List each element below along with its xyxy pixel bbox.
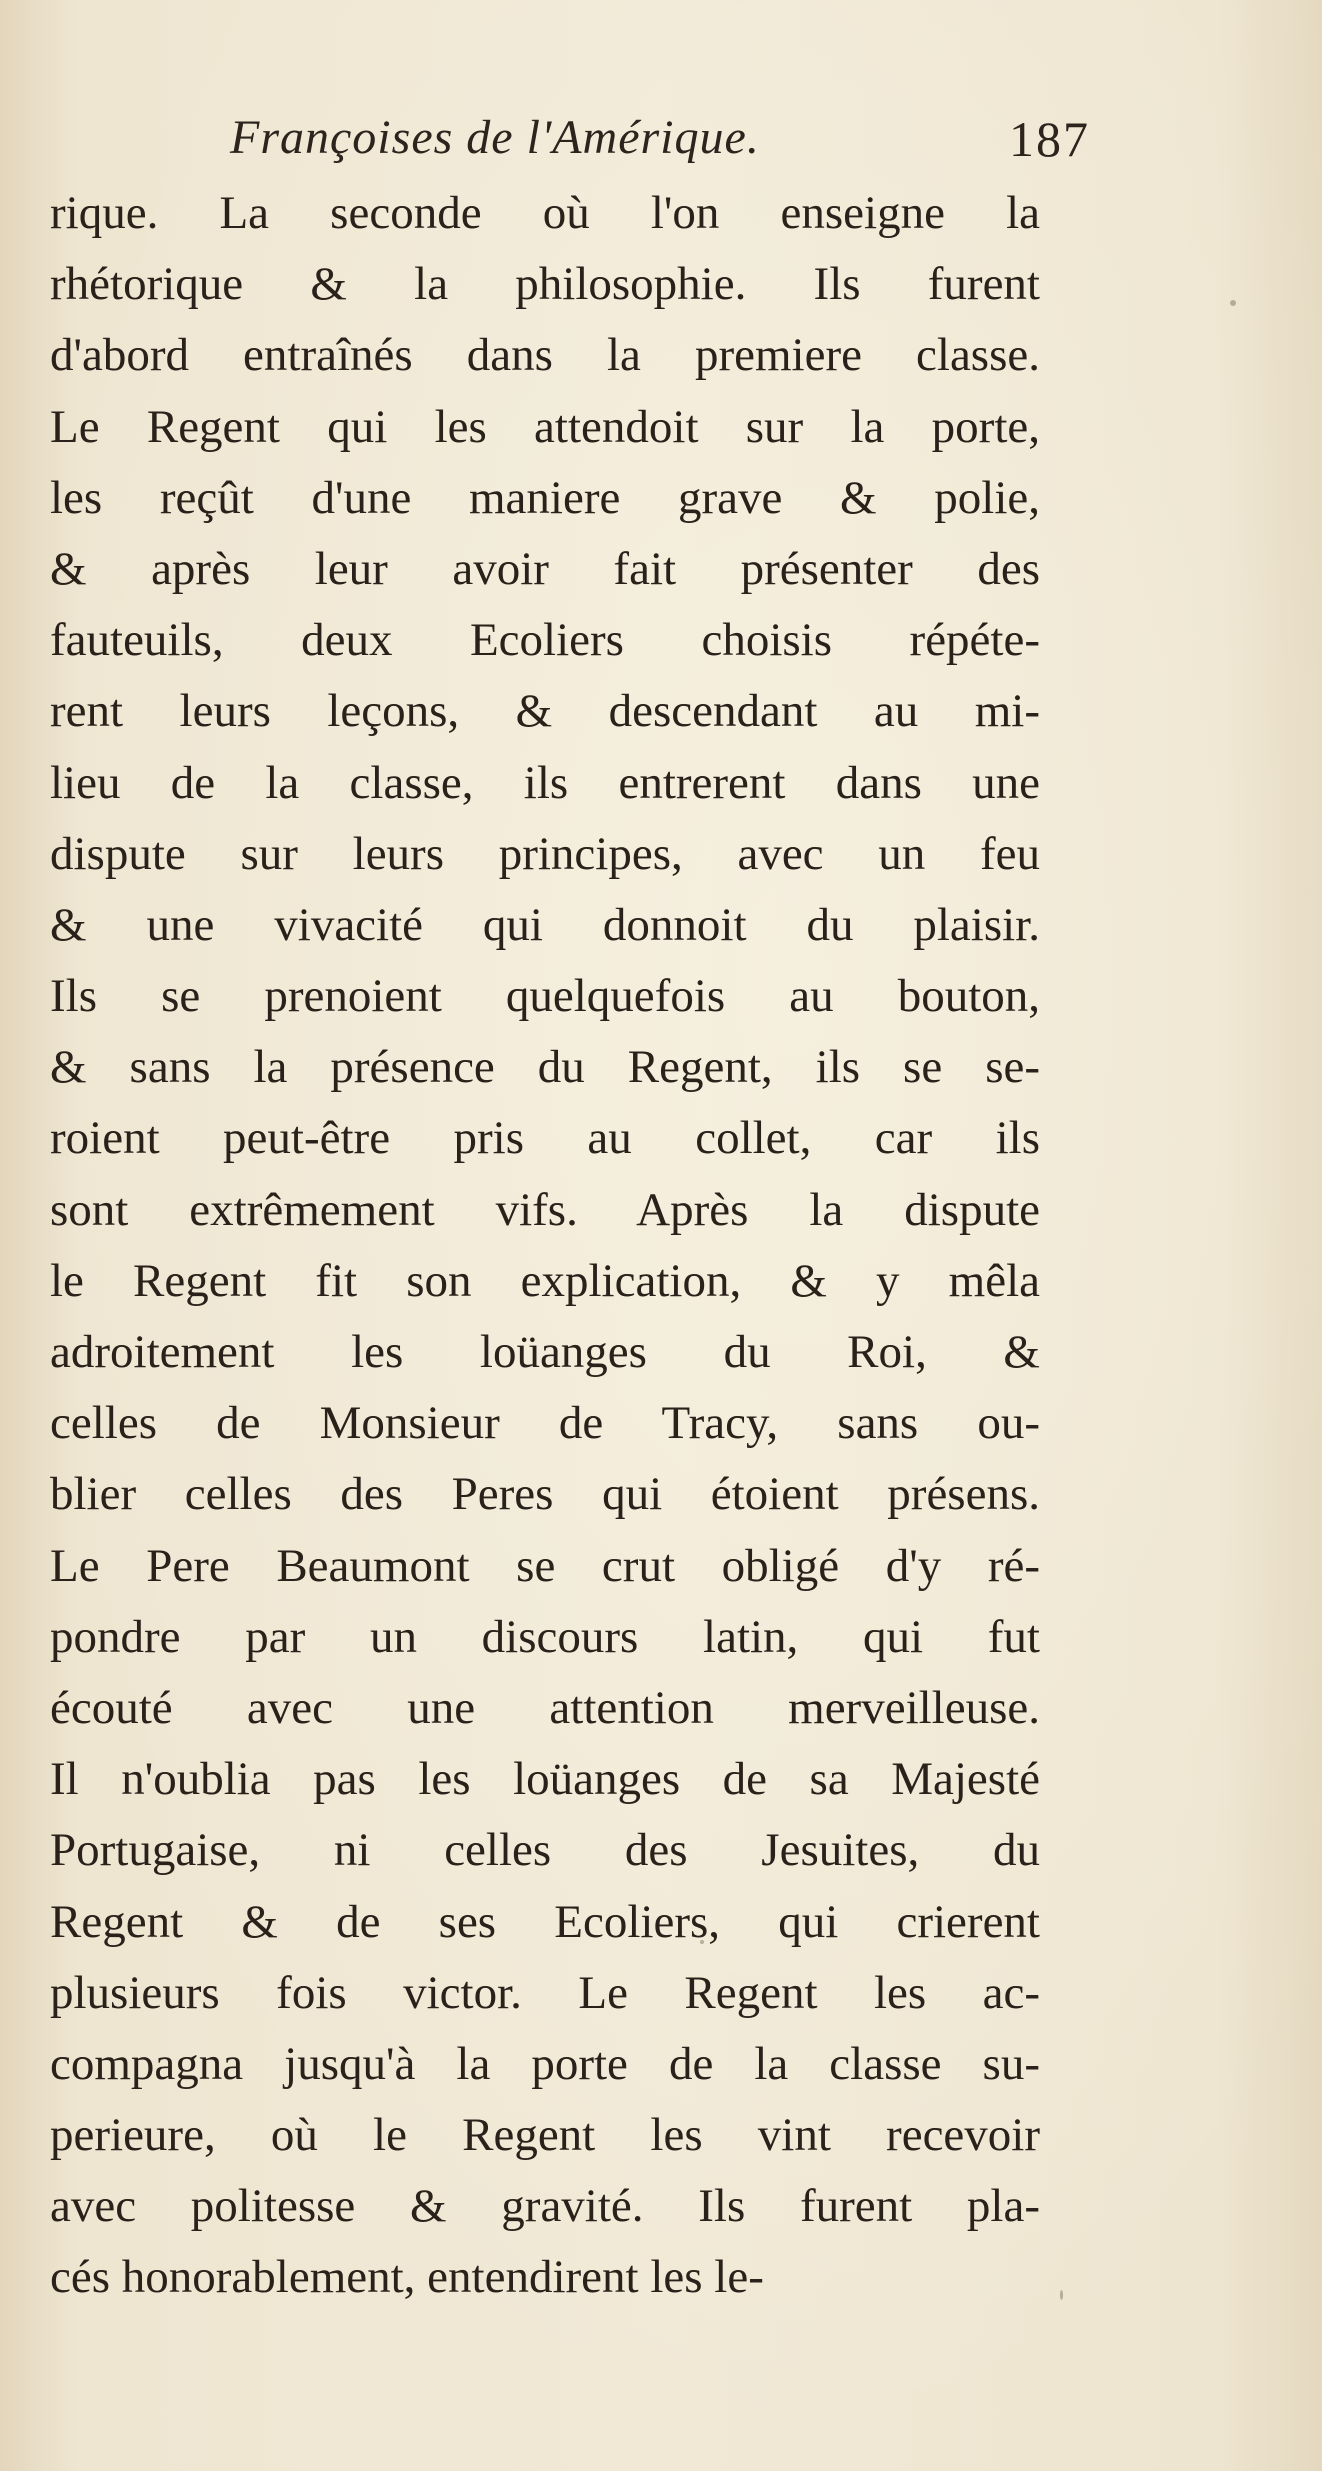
text-line: perieure, où le Regent les vint recevoir — [50, 2109, 1040, 2162]
text-line: celles de Monsieur de Tracy, sans ou- — [50, 1397, 1040, 1450]
text-line: pondre par un discours latin, qui fut — [50, 1610, 1040, 1663]
paper-speck — [1060, 2290, 1063, 2300]
text-line: lieu de la classe, ils entrerent dans une — [50, 756, 1040, 809]
text-line: le Regent fit son explication, & y mêla — [50, 1254, 1040, 1307]
text-line: dispute sur leurs principes, avec un feu — [50, 827, 1040, 880]
text-line: Ils se prenoient quelquefois au bouton, — [50, 970, 1040, 1023]
page-number: 187 — [1009, 111, 1090, 167]
text-line: fauteuils, deux Ecoliers choisis répéte- — [50, 614, 1040, 667]
text-line: plusieurs fois victor. Le Regent les ac- — [50, 1966, 1040, 2019]
text-line: roient peut-être pris au collet, car ils — [50, 1112, 1040, 1165]
text-line: Portugaise, ni celles des Jesuites, du — [50, 1824, 1040, 1877]
text-line: rique. La seconde où l'on enseigne la — [50, 187, 1040, 239]
text-line: & après leur avoir fait présenter des — [50, 542, 1040, 595]
text-line: & sans la présence du Regent, ils se se- — [50, 1041, 1040, 1094]
text-line: Il n'oublia pas les loüanges de sa Majesté — [50, 1753, 1040, 1806]
paper-speck — [1230, 300, 1236, 306]
paper-speck — [700, 1940, 704, 1944]
text-line: compagna jusqu'à la porte de la classe su- — [50, 2037, 1040, 2090]
text-line: & une vivacité qui donnoit du plaisir. — [50, 898, 1040, 951]
text-line: blier celles des Peres qui étoient présens. — [50, 1468, 1040, 1521]
text-line: écouté avec une attention merveilleuse. — [50, 1681, 1040, 1734]
running-title: Françoises de l'Amérique. — [230, 111, 760, 164]
page-header — [230, 110, 1090, 180]
text-line: Le Regent qui les attendoit sur la porte, — [50, 400, 1040, 453]
text-line: Regent & de ses Ecoliers, qui crierent — [50, 1895, 1040, 1948]
text-line: cés honorablement, entendirent les le- — [50, 2251, 764, 2304]
text-line: sont extrêmement vifs. Après la dispute — [50, 1183, 1040, 1236]
text-line: avec politesse & gravité. Ils furent pla- — [50, 2180, 1040, 2233]
body-text — [50, 178, 1040, 2314]
text-line: les reçût d'une maniere grave & polie, — [50, 471, 1040, 524]
text-line: d'abord entraînés dans la premiere classe. — [50, 329, 1040, 382]
text-line: adroitement les loüanges du Roi, & — [50, 1326, 1040, 1378]
text-line: rent leurs leçons, & descendant au mi- — [50, 685, 1040, 738]
text-line: rhétorique & la philosophie. Ils furent — [50, 258, 1040, 311]
text-line: Le Pere Beaumont se crut obligé d'y ré- — [50, 1539, 1040, 1592]
